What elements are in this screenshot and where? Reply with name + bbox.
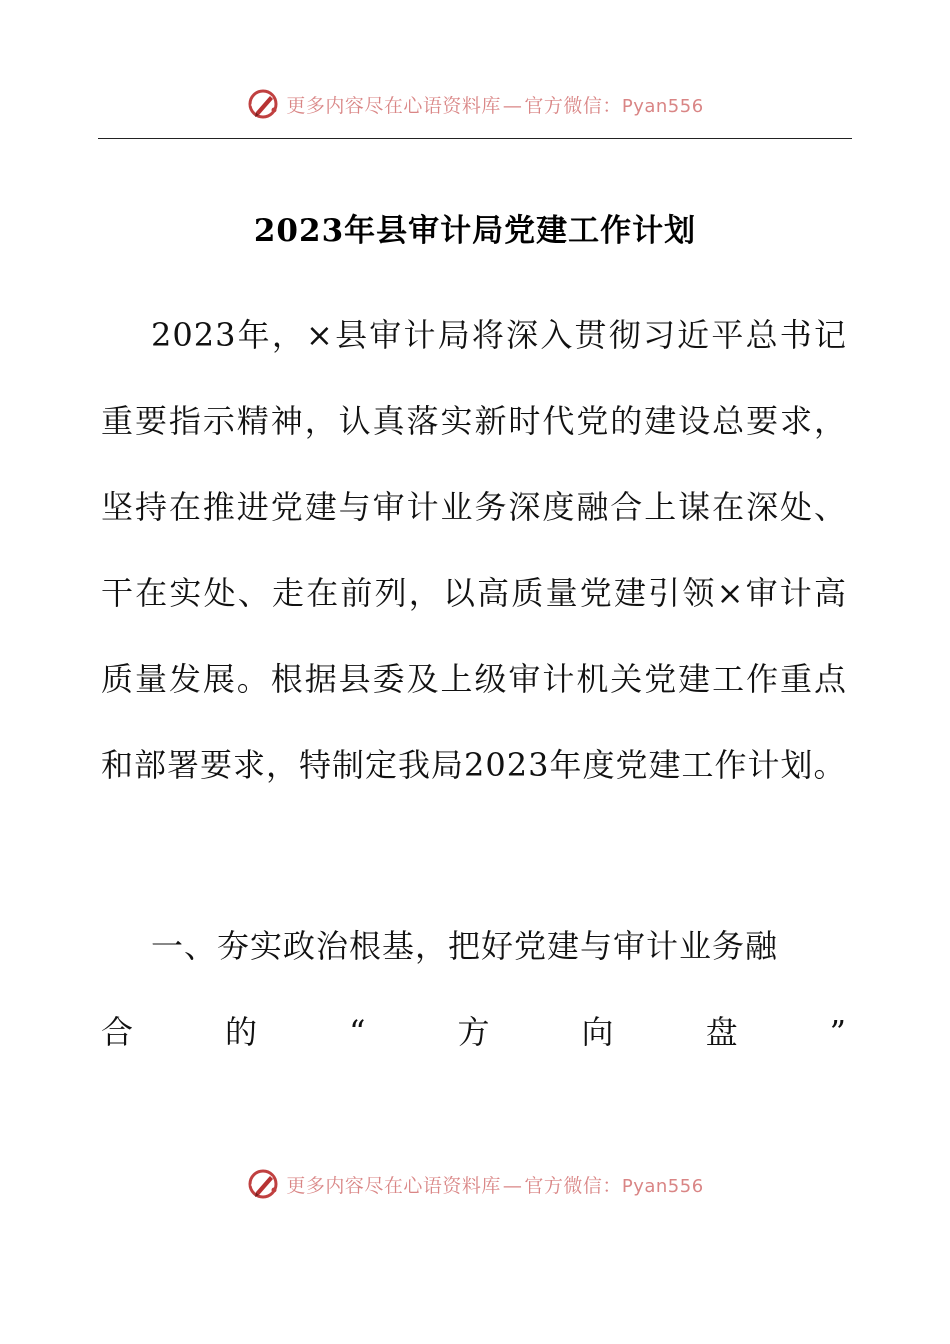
- heading-char: 合: [101, 1013, 135, 1051]
- section-1-heading-line1: 一、夯实政治根基，把好党建与审计业务融: [151, 927, 779, 965]
- red-pen-swirl-logo-icon: [246, 1166, 282, 1202]
- document-title: 2023年县审计局党建工作计划: [253, 213, 697, 249]
- footer-banner: [0, 1162, 950, 1206]
- heading-char: 方: [457, 1013, 491, 1051]
- header-banner-separator: —: [502, 94, 523, 117]
- footer-banner-text: [286, 1171, 703, 1198]
- heading-char: 的: [225, 1013, 259, 1051]
- header-banner-contact: 官方微信：: [524, 94, 622, 117]
- header-banner-main: 更多内容尽在心语资料库: [286, 94, 501, 117]
- footer-banner-separator: —: [502, 1174, 523, 1197]
- heading-char: 盘: [705, 1013, 739, 1051]
- header-divider: [98, 138, 852, 139]
- intro-paragraph: 2023年，×县审计局将深入贯彻习近平总书记重要指示精神，认真落实新时代党的建设总要求，坚持在推进党建与审计业务深度融合上谋在深处、干在实处、走在前列，以高质量党建引领×审计高质量发展。根据县委及上级审计机关党建工作重点和部署要求，特制定我局2023年度党建工作计划。: [101, 316, 847, 784]
- footer-banner-contact: 官方微信：: [524, 1174, 622, 1197]
- header-banner-wechat-id: Pyan556: [621, 95, 704, 117]
- header-banner: [0, 82, 950, 126]
- footer-banner-wechat-id: Pyan556: [621, 1175, 704, 1197]
- heading-char: ”: [829, 1013, 847, 1051]
- footer-banner-main: 更多内容尽在心语资料库: [286, 1174, 501, 1197]
- section-1-heading-line2: [101, 989, 847, 1075]
- red-pen-swirl-logo-icon: [246, 86, 282, 122]
- heading-char: 向: [581, 1013, 615, 1051]
- heading-char: “: [349, 1013, 367, 1051]
- header-banner-text: [286, 91, 703, 118]
